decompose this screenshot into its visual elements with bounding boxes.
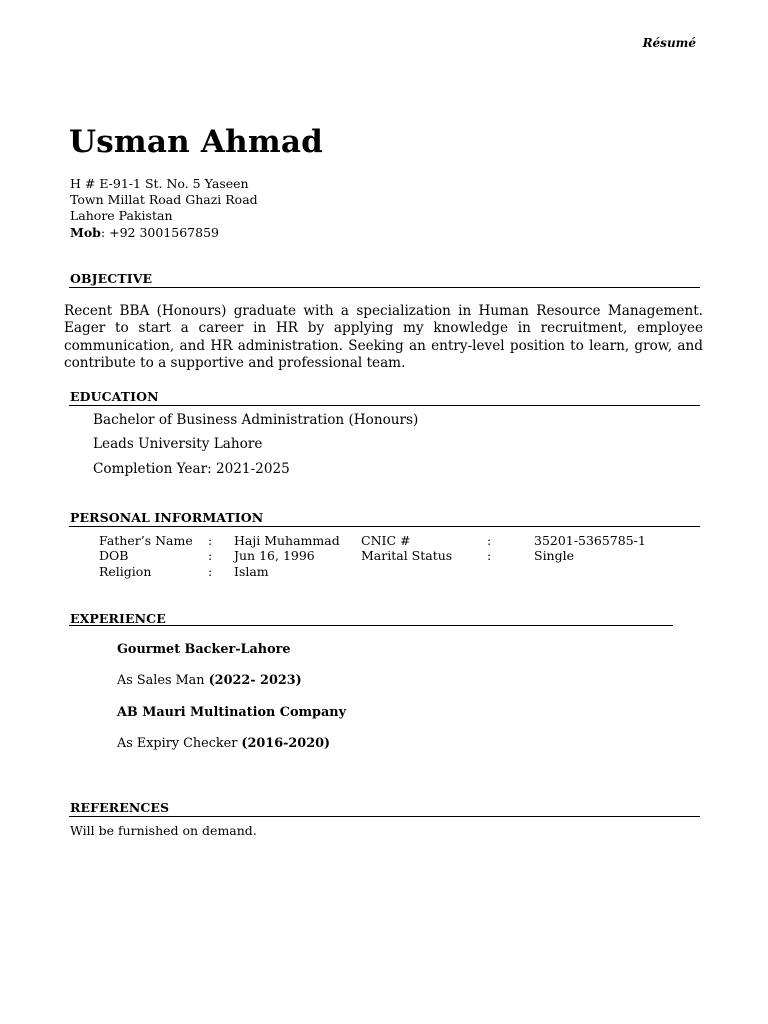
references-divider [69,816,700,817]
mobile-label: Mob [70,224,101,240]
candidate-name: Usman Ahmad [69,124,324,160]
resume-header-tag: Résumé [642,36,696,50]
mobile-number: : +92 3001567859 [100,224,219,240]
education-degree: Bachelor of Business Administration (Honours) [93,412,419,428]
references-heading: REFERENCES [70,800,170,815]
field-value: 35201-5365785-1 [534,533,646,548]
experience-role [117,736,330,751]
education-heading: EDUCATION [70,389,159,404]
objective-heading: OBJECTIVE [70,271,153,286]
personal-info-heading: PERSONAL INFORMATION [70,510,264,525]
experience-role-title: As Sales Man [117,673,209,688]
contact-block [70,176,258,241]
experience-role-title: As Expiry Checker [117,736,242,751]
objective-text: Recent BBA (Honours) graduate with a specialization in Human Resource Management. Eager to start a career in HR by applying my knowledge in recruitment, employee communication, and HR administration. Seeking an entry-level position to learn, grow, and contribute to a supportive and professional team. [64,303,703,372]
references-text: Will be furnished on demand. [70,823,257,838]
field-separator: : [208,548,213,563]
field-label: Marital Status [361,548,453,563]
personal-info-divider [69,526,700,527]
field-label: DOB [99,548,129,563]
field-label: Religion [99,564,152,579]
field-separator: : [208,564,213,579]
education-institution: Leads University Lahore [93,436,263,452]
experience-heading: EXPERIENCE [70,611,166,626]
experience-period: (2022- 2023) [208,673,302,688]
field-value: Haji Muhammad [234,533,340,548]
field-separator: : [208,533,213,548]
field-label: Father’s Name [99,533,193,548]
experience-company: Gourmet Backer-Lahore [117,642,291,657]
field-value: Jun 16, 1996 [234,548,315,563]
address-line-2: Town Millat Road Ghazi Road [70,192,258,208]
address-line-3: Lahore Pakistan [70,208,173,224]
experience-period: (2016-2020) [241,736,331,751]
experience-role [117,673,302,688]
education-completion-year: Completion Year: 2021-2025 [93,461,290,477]
mobile-line [70,225,258,241]
field-separator: : [487,533,492,548]
experience-divider [69,625,673,626]
field-value: Islam [234,564,269,579]
field-value: Single [534,548,575,563]
field-separator: : [487,548,492,563]
address-line-1: H # E-91-1 St. No. 5 Yaseen [70,176,249,191]
education-divider [69,405,700,406]
experience-company: AB Mauri Multination Company [117,705,347,720]
field-label: CNIC # [361,533,411,548]
objective-divider [69,287,700,288]
